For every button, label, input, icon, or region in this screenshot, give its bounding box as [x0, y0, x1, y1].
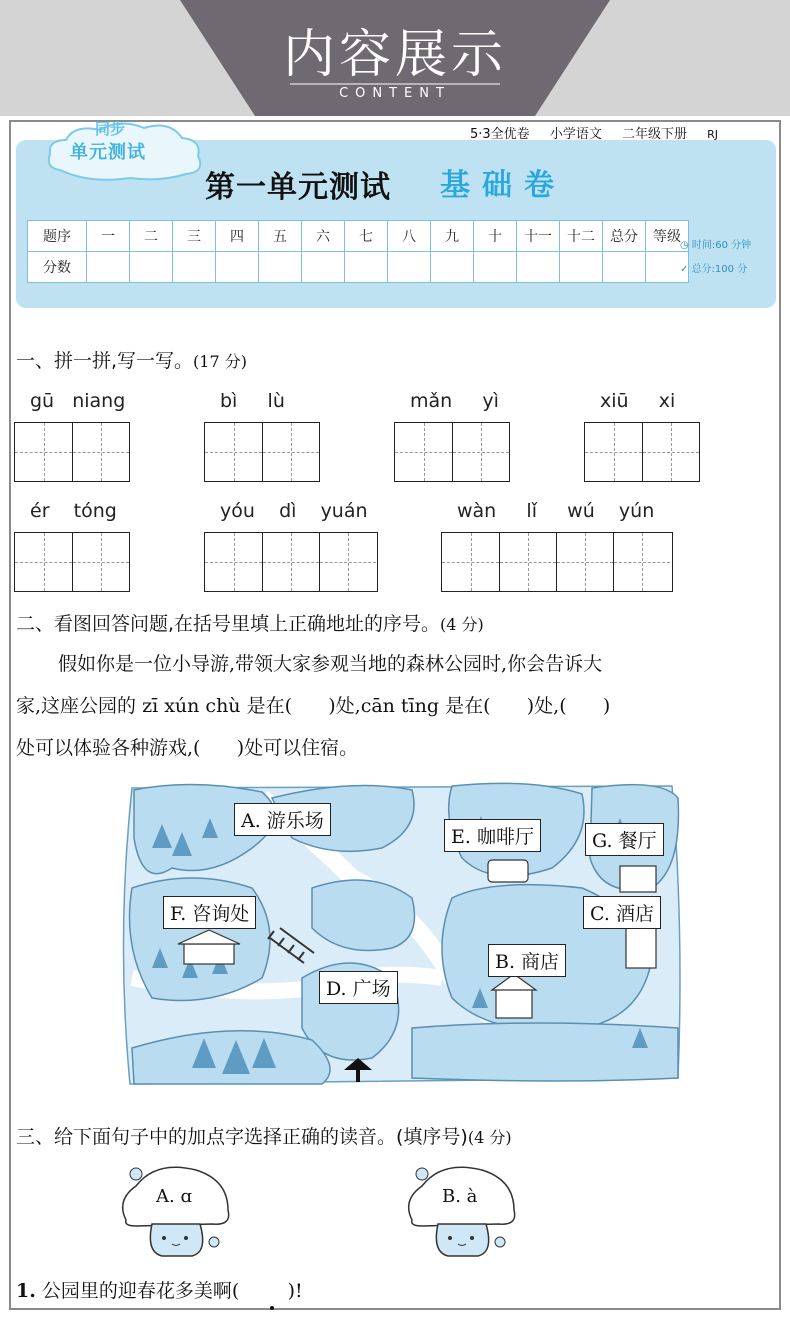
score-table-col-header: 十 — [474, 221, 517, 252]
q2-heading: 二、看图回答问题,在括号里填上正确地址的序号。(4 分) — [16, 613, 484, 635]
score-table-col-header: 总分 — [603, 221, 646, 252]
writing-grid[interactable] — [14, 532, 130, 592]
test-info — [680, 234, 751, 282]
score-table-col-header: 五 — [259, 221, 302, 252]
writing-cell[interactable] — [499, 533, 556, 591]
mushroom-a-icon — [116, 1160, 236, 1260]
writing-cell[interactable] — [262, 533, 319, 591]
q2-paragraph-line2: 家,这座公园的 zī xún chù 是在( )处,cān tīng 是在( )处,( ) — [16, 695, 611, 717]
pinyin-prompt: xiū xi — [600, 390, 676, 412]
map-label-d-square: D. 广场 — [319, 971, 398, 1004]
score-cell[interactable] — [173, 252, 216, 283]
pinyin-prompt: bì lù — [220, 390, 285, 412]
writing-grid[interactable] — [394, 422, 510, 482]
score-table-col-header: 二 — [130, 221, 173, 252]
score-cell[interactable] — [216, 252, 259, 283]
total-score: ✓ 总分:100 分 — [680, 264, 748, 275]
time-limit: ◷ 时间:60 分钟 — [680, 240, 752, 251]
test-type: 基础卷 — [440, 168, 566, 203]
map-label-e-cafe: E. 咖啡厅 — [444, 819, 541, 852]
writing-cell[interactable] — [205, 423, 262, 481]
cloud-badge-line1: 同步 — [95, 120, 126, 138]
writing-grid[interactable] — [14, 422, 130, 482]
score-table — [27, 220, 689, 283]
score-table-col-header: 十一 — [517, 221, 560, 252]
q1-heading: 一、拼一拼,写一写。(17 分) — [16, 350, 247, 372]
score-table-col-header: 九 — [431, 221, 474, 252]
writing-cell[interactable] — [613, 533, 670, 591]
meta-edition: RJ — [707, 128, 719, 141]
writing-cell[interactable] — [262, 423, 319, 481]
score-cell[interactable] — [130, 252, 173, 283]
writing-grid[interactable] — [204, 532, 378, 592]
book-meta — [470, 123, 734, 142]
map-label-f-info: F. 咨询处 — [163, 896, 256, 929]
writing-cell[interactable] — [395, 423, 452, 481]
writing-cell[interactable] — [72, 533, 129, 591]
writing-cell[interactable] — [556, 533, 613, 591]
map-label-a-amusement: A. 游乐场 — [234, 803, 331, 836]
writing-cell[interactable] — [642, 423, 699, 481]
score-table-col-header: 四 — [216, 221, 259, 252]
score-table-col-header: 十二 — [560, 221, 603, 252]
meta-brand: 5·3全优卷 — [470, 127, 530, 142]
pinyin-prompt: ér tóng — [30, 500, 117, 522]
option-b-label: B. à — [442, 1186, 478, 1207]
q2-paragraph-line3: 处可以体验各种游戏,( )处可以住宿。 — [16, 737, 359, 759]
cloud-badge-line2: 单元测试 — [70, 142, 146, 163]
score-cell[interactable] — [560, 252, 603, 283]
score-row-label: 分数 — [28, 252, 87, 283]
score-table-header-row — [28, 221, 689, 252]
pinyin-prompt: yóu dì yuán — [220, 500, 368, 522]
writing-grid[interactable] — [441, 532, 673, 592]
meta-subject: 小学语文 — [549, 127, 602, 142]
score-cell[interactable] — [302, 252, 345, 283]
score-table-col-header: 等级 — [646, 221, 689, 252]
score-cell[interactable] — [517, 252, 560, 283]
score-table-col-header: 三 — [173, 221, 216, 252]
q3-heading: 三、给下面句子中的加点字选择正确的读音。(填序号)(4 分) — [16, 1126, 512, 1148]
score-cell[interactable] — [345, 252, 388, 283]
score-table-col-header: 一 — [87, 221, 130, 252]
emphasis-dot — [270, 1306, 274, 1310]
writing-cell[interactable] — [442, 533, 499, 591]
score-table-col-header: 七 — [345, 221, 388, 252]
writing-grid[interactable] — [204, 422, 320, 482]
option-a-label: A. ɑ — [156, 1186, 192, 1207]
writing-cell[interactable] — [72, 423, 129, 481]
writing-cell[interactable] — [15, 423, 72, 481]
score-table-col-header: 六 — [302, 221, 345, 252]
score-cell[interactable] — [388, 252, 431, 283]
meta-grade: 二年级下册 — [621, 127, 687, 142]
sentence-number: 1. — [16, 1280, 36, 1302]
q3-sentence-1 — [16, 1276, 303, 1303]
writing-cell[interactable] — [15, 533, 72, 591]
mushroom-b-icon — [402, 1160, 522, 1260]
map-label-b-shop: B. 商店 — [488, 944, 566, 977]
pinyin-prompt: gū niang — [30, 390, 126, 412]
test-title: 第一单元测试 — [205, 170, 391, 205]
score-table-col-header: 八 — [388, 221, 431, 252]
score-cell[interactable] — [259, 252, 302, 283]
score-table-header-label: 题序 — [28, 221, 87, 252]
writing-cell[interactable] — [585, 423, 642, 481]
q2-paragraph-line1: 假如你是一位小导游,带领大家参观当地的森林公园时,你会告诉大 — [58, 653, 603, 675]
score-cell[interactable] — [603, 252, 646, 283]
pinyin-prompt: wàn lǐ wú yún — [457, 500, 655, 522]
score-cell[interactable] — [87, 252, 130, 283]
sentence-text: 公园里的迎春花多美啊( )! — [41, 1280, 303, 1302]
writing-cell[interactable] — [452, 423, 509, 481]
map-label-g-restaurant: G. 餐厅 — [585, 823, 664, 856]
banner-title: 内容展示 — [282, 25, 507, 85]
writing-cell[interactable] — [205, 533, 262, 591]
score-table-score-row — [28, 252, 689, 283]
score-cell[interactable] — [474, 252, 517, 283]
pinyin-prompt: mǎn yì — [410, 390, 499, 412]
map-label-c-hotel: C. 酒店 — [583, 896, 661, 929]
writing-cell[interactable] — [319, 533, 376, 591]
score-cell[interactable] — [431, 252, 474, 283]
writing-grid[interactable] — [584, 422, 700, 482]
banner-subtitle: CONTENT — [339, 86, 451, 101]
